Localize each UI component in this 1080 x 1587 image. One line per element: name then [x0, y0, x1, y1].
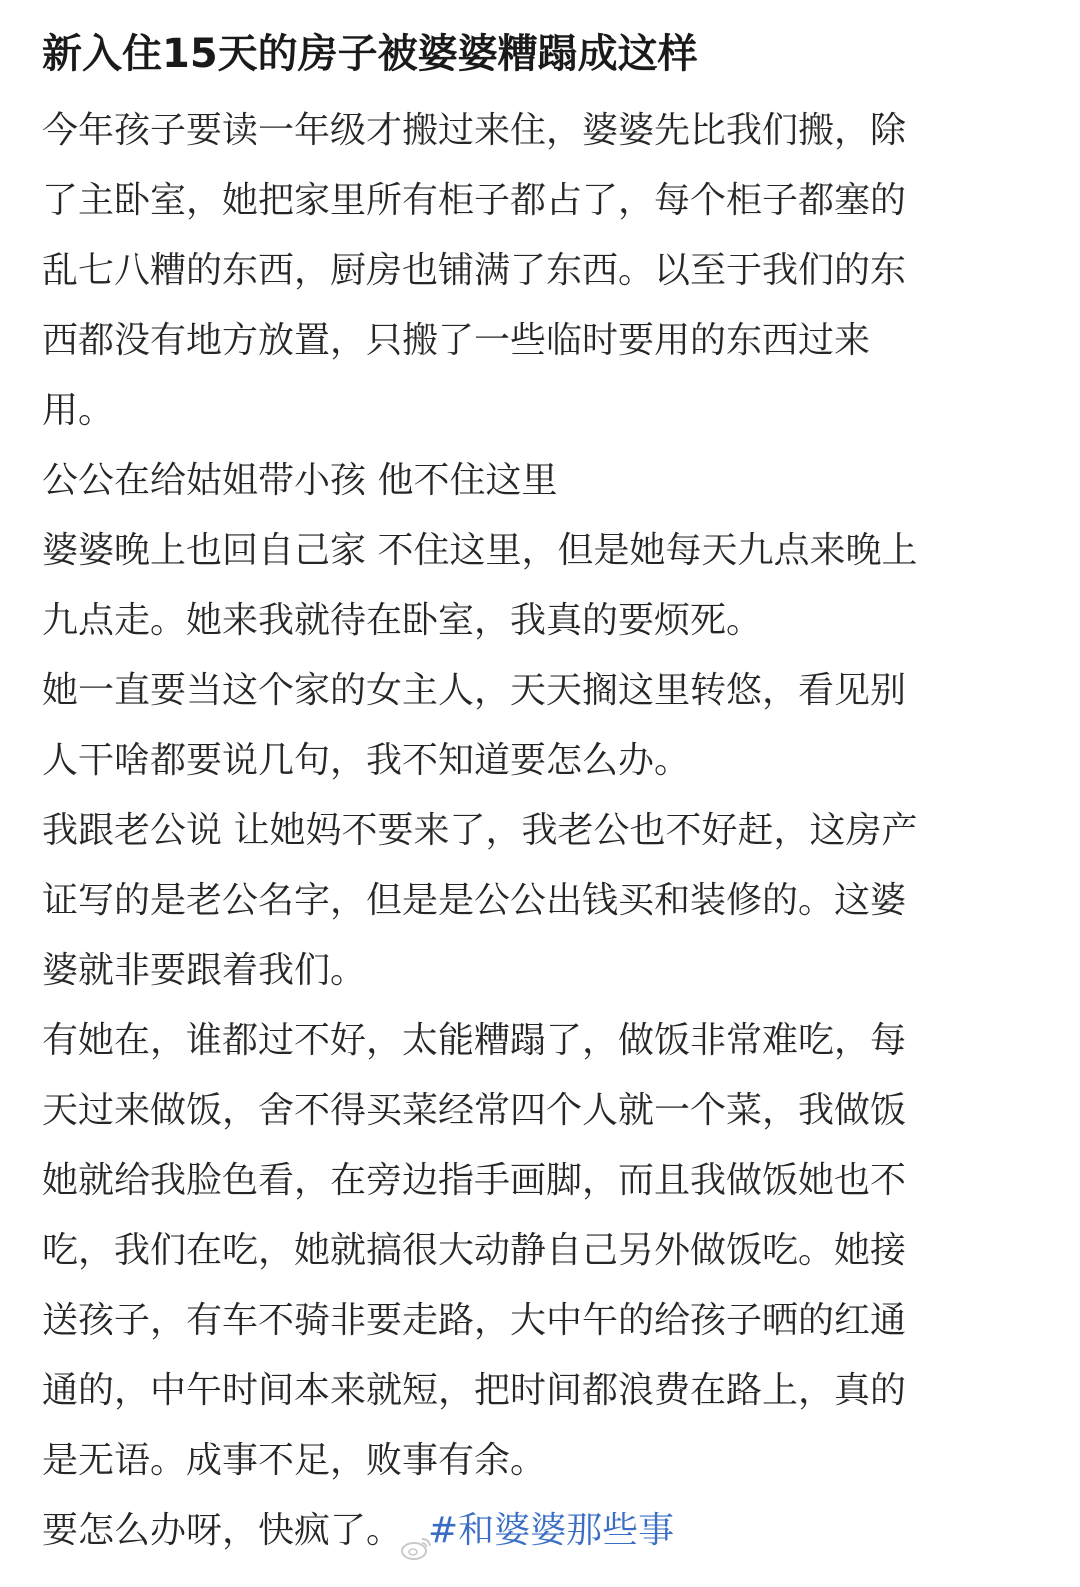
paragraph-line: 吃，我们在吃，她就搞很大动静自己另外做饭吃。她接 — [42, 1230, 907, 1271]
paragraph-line: 婆就非要跟着我们。 — [42, 950, 367, 991]
paragraph-line: 公公在给姑姐带小孩 他不住这里 — [42, 460, 558, 501]
paragraph-line: 了主卧室，她把家里所有柜子都占了，每个柜子都塞的 — [42, 180, 907, 221]
post-title: 新入住15天的房子被婆婆糟蹋成这样 — [42, 31, 698, 77]
paragraph-line: 她一直要当这个家的女主人，天天搁这里转悠，看见别 — [42, 670, 907, 711]
paragraph — [42, 1006, 1052, 1496]
paragraph-line: 送孩子，有车不骑非要走路，大中午的给孩子晒的红通 — [42, 1300, 907, 1341]
paragraph — [42, 96, 1052, 446]
paragraph-line: 今年孩子要读一年级才搬过来住，婆婆先比我们搬，除 — [42, 110, 907, 151]
paragraph-line: 人干啥都要说几句，我不知道要怎么办。 — [42, 740, 691, 781]
paragraph-line: 西都没有地方放置，只搬了一些临时要用的东西过来 — [42, 320, 871, 361]
paragraph-line: 九点走。她来我就待在卧室，我真的要烦死。 — [42, 600, 763, 641]
paragraph — [42, 516, 1052, 656]
closing-text: 要怎么办呀，快疯了。 — [42, 1510, 403, 1551]
hashtag-link[interactable]: #和婆婆那些事 — [428, 1510, 675, 1551]
paragraph — [42, 796, 1052, 1006]
paragraph-line: 天过来做饭，舍不得买菜经常四个人就一个菜，我做饭 — [42, 1090, 907, 1131]
paragraph — [42, 656, 1052, 796]
post-body — [42, 96, 1052, 1566]
paragraph-line: 证写的是老公名字，但是是公公出钱买和装修的。这婆 — [42, 880, 907, 921]
paragraph-line: 我跟老公说 让她妈不要来了，我老公也不好赶，这房产 — [42, 810, 918, 851]
paragraph-line: 乱七八糟的东西，厨房也铺满了东西。以至于我们的东 — [42, 250, 907, 291]
paragraph — [42, 446, 1052, 516]
paragraph-line: 用。 — [42, 390, 115, 431]
paragraph-line: 有她在，谁都过不好，太能糟蹋了，做饭非常难吃，每 — [42, 1020, 907, 1061]
paragraph-line: 是无语。成事不足，败事有余。 — [42, 1440, 547, 1481]
closing-line — [42, 1496, 1052, 1566]
paragraph-line: 婆婆晚上也回自己家 不住这里，但是她每天九点来晚上 — [42, 530, 918, 571]
paragraph-line: 她就给我脸色看，在旁边指手画脚，而且我做饭她也不 — [42, 1160, 907, 1201]
paragraph-line: 通的，中午时间本来就短，把时间都浪费在路上，真的 — [42, 1370, 907, 1411]
